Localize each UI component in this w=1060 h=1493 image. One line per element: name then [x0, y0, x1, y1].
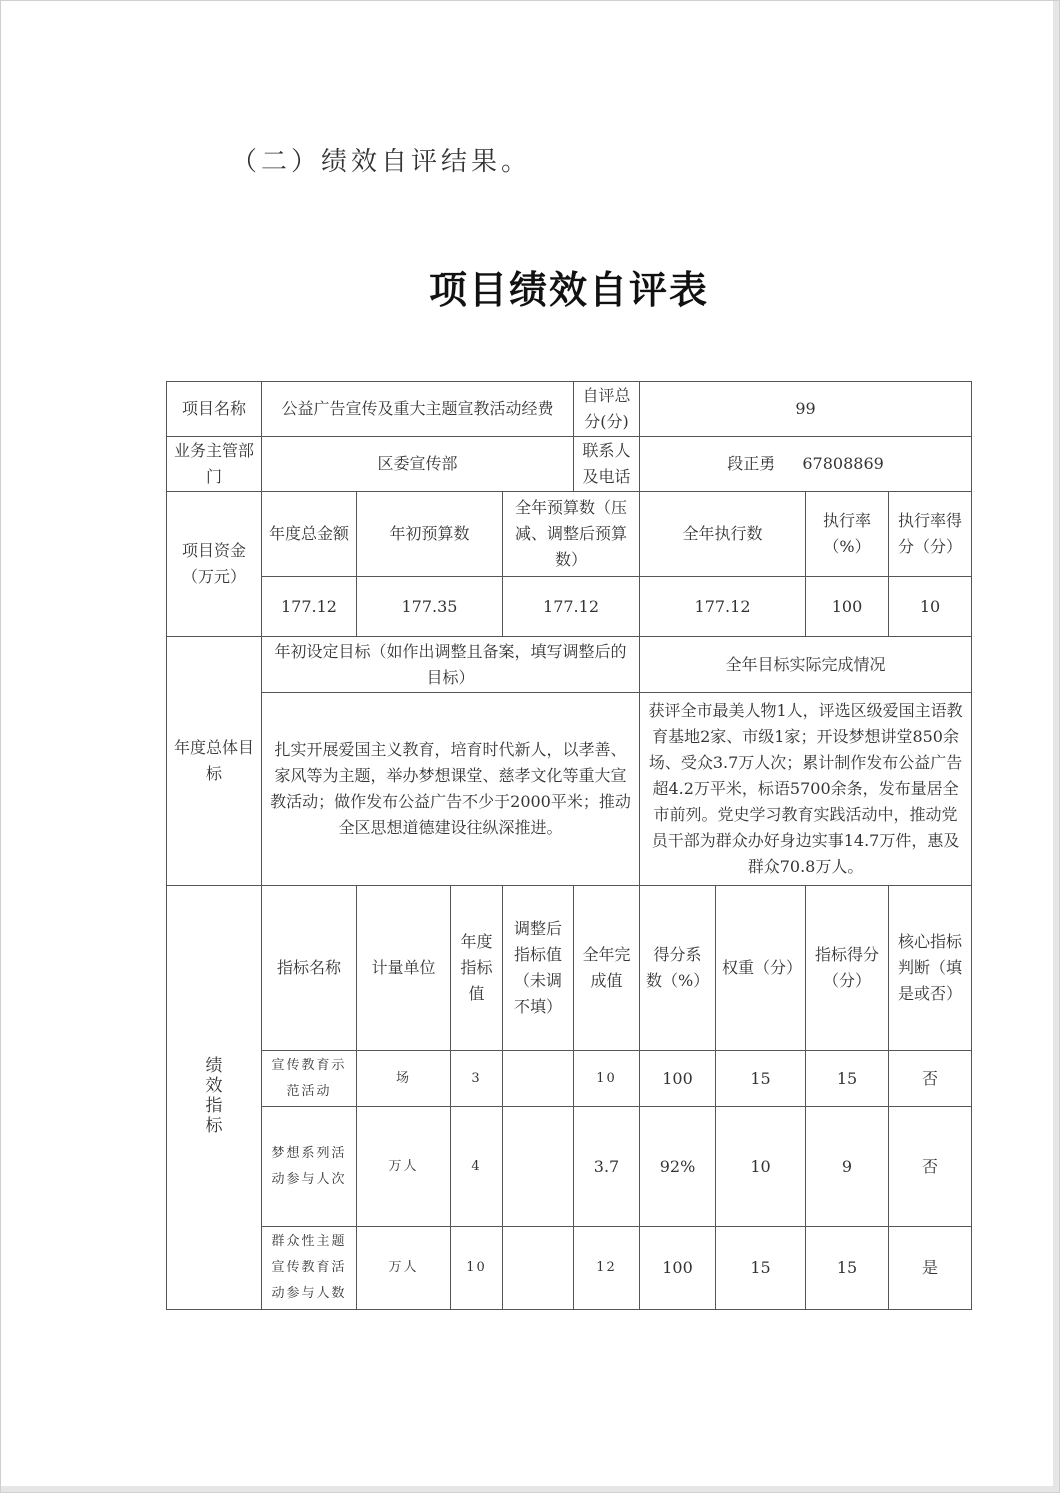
indicator-coef: 92% [640, 1107, 716, 1227]
full-year-budget-value: 177.12 [503, 577, 640, 637]
actual-goal-header: 全年目标实际完成情况 [640, 637, 972, 693]
row-goals-content [167, 693, 972, 886]
full-year-budget-header: 全年预算数（压减、调整后预算数） [503, 492, 640, 577]
annual-total-value: 177.12 [262, 577, 357, 637]
full-year-exec-value: 177.12 [640, 577, 806, 637]
indicator-actual: 3.7 [574, 1107, 640, 1227]
indicator-score: 15 [806, 1051, 889, 1107]
indicator-weight: 15 [716, 1227, 806, 1310]
indicator-score-header: 指标得分（分） [806, 886, 889, 1051]
row-funds-values [167, 577, 972, 637]
indicator-core: 是 [889, 1227, 972, 1310]
coef-header: 得分系数（%） [640, 886, 716, 1051]
exec-rate-value: 100 [806, 577, 889, 637]
score-label: 自评总分(分) [574, 382, 640, 437]
goals-label: 年度总体目标 [167, 637, 262, 886]
exec-score-value: 10 [889, 577, 972, 637]
indicator-actual: 10 [574, 1051, 640, 1107]
indicator-coef: 100 [640, 1051, 716, 1107]
row-funds-header [167, 492, 972, 577]
indicators-label: 绩效指标 [167, 886, 262, 1310]
indicator-name-header: 指标名称 [262, 886, 357, 1051]
indicator-adjusted [503, 1107, 574, 1227]
indicator-actual: 12 [574, 1227, 640, 1310]
contact-phone: 67808869 [802, 454, 884, 473]
indicator-unit: 场 [357, 1051, 451, 1107]
indicator-weight: 10 [716, 1107, 806, 1227]
row-project-name [167, 382, 972, 437]
indicator-unit: 万人 [357, 1107, 451, 1227]
row-department [167, 437, 972, 492]
annual-value-header: 年度指标值 [451, 886, 503, 1051]
contact-label: 联系人及电话 [574, 437, 640, 492]
indicator-score: 15 [806, 1227, 889, 1310]
actual-value-header: 全年完成值 [574, 886, 640, 1051]
annual-total-header: 年度总金额 [262, 492, 357, 577]
full-year-exec-header: 全年执行数 [640, 492, 806, 577]
weight-header: 权重（分） [716, 886, 806, 1051]
set-goal-text: 扎实开展爱国主义教育，培育时代新人，以孝善、家风等为主题，举办梦想课堂、慈孝文化等重大宣教活动；做作发布公益广告不少于2000平米；推动全区思想道德建设往纵深推进。 [262, 693, 640, 886]
initial-budget-header: 年初预算数 [357, 492, 503, 577]
indicator-name: 宣传教育示范活动 [262, 1051, 357, 1107]
project-name-label: 项目名称 [167, 382, 262, 437]
initial-budget-value: 177.35 [357, 577, 503, 637]
department: 区委宣传部 [262, 437, 574, 492]
indicator-adjusted [503, 1051, 574, 1107]
table-row [167, 1107, 972, 1227]
exec-rate-header: 执行率（%） [806, 492, 889, 577]
indicator-name: 群众性主题宣传教育活动参与人数 [262, 1227, 357, 1310]
indicator-annual: 10 [451, 1227, 503, 1310]
indicator-core: 否 [889, 1051, 972, 1107]
unit-header: 计量单位 [357, 886, 451, 1051]
indicator-coef: 100 [640, 1227, 716, 1310]
indicator-core: 否 [889, 1107, 972, 1227]
document-title: 项目绩效自评表 [428, 267, 709, 312]
exec-score-header: 执行率得分（分） [889, 492, 972, 577]
project-name: 公益广告宣传及重大主题宣教活动经费 [262, 382, 574, 437]
indicator-annual: 3 [451, 1051, 503, 1107]
table-row [167, 1227, 972, 1310]
total-score: 99 [640, 382, 972, 437]
actual-goal-text: 获评全市最美人物1人，评选区级爱国主语教育基地2家、市级1家；开设梦想讲堂850余场、受众3.7万人次；累计制作发布公益广告超4.2万平米，标语5700余条，发布量居全市前列。党史学习教育实践活动中，推动党员干部为群众办好身边实事14.7万件，惠及群众70.8万人。 [640, 693, 972, 886]
indicator-annual: 4 [451, 1107, 503, 1227]
indicator-name: 梦想系列活动参与人次 [262, 1107, 357, 1227]
dept-label: 业务主管部门 [167, 437, 262, 492]
row-goals-header [167, 637, 972, 693]
row-indicator-header [167, 886, 972, 1051]
section-heading: （二）绩效自评结果。 [231, 147, 532, 177]
table-row [167, 1051, 972, 1107]
indicator-weight: 15 [716, 1051, 806, 1107]
evaluation-table [166, 381, 972, 1310]
indicator-unit: 万人 [357, 1227, 451, 1310]
indicator-score: 9 [806, 1107, 889, 1227]
set-goal-header: 年初设定目标（如作出调整且备案，填写调整后的目标） [262, 637, 640, 693]
contact [640, 437, 972, 492]
core-header: 核心指标判断（填是或否） [889, 886, 972, 1051]
adjusted-value-header: 调整后指标值（未调不填） [503, 886, 574, 1051]
contact-name: 段正勇 [727, 454, 776, 473]
indicator-adjusted [503, 1227, 574, 1310]
funds-label: 项目资金（万元） [167, 492, 262, 637]
